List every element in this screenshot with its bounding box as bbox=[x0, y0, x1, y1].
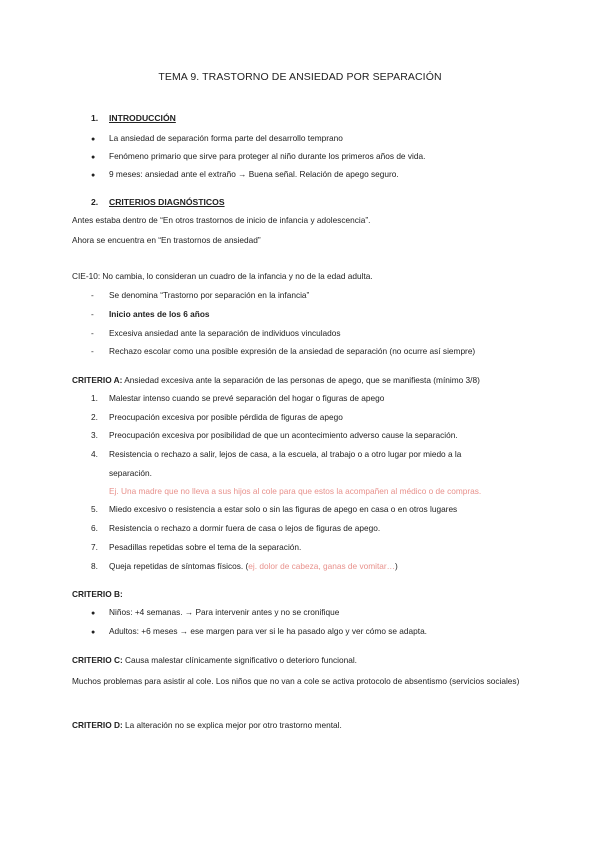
list-item-continuation: separación. bbox=[109, 468, 152, 478]
bullet-icon: ● bbox=[91, 136, 96, 143]
list-item: - Excesiva ansiedad ante la separación de individuos vinculados bbox=[91, 328, 341, 338]
list-item: ● Adultos: +6 meses → ese margen para ver si le ha pasado algo y ver cómo se adapta. bbox=[91, 626, 427, 636]
example-text: Ej. Una madre que no lleva a sus hijos al cole para que estos la acompañen al médico o de compras. bbox=[109, 486, 482, 496]
section-heading-introduccion bbox=[91, 113, 176, 124]
criterio-c: CRITERIO C: Causa malestar clínicamente significativo o deterioro funcional. bbox=[72, 655, 357, 665]
list-item: - Inicio antes de los 6 años bbox=[91, 309, 210, 319]
section-number: 2. bbox=[91, 197, 99, 207]
paragraph: Ahora se encuentra en “En trastornos de ansiedad” bbox=[72, 235, 261, 245]
dash-icon: - bbox=[91, 290, 94, 300]
paragraph: Muchos problemas para asistir al cole. Los niños que no van a cole se activa protocolo de absentismo (servicios sociales) bbox=[72, 676, 520, 686]
bullet-icon: ● bbox=[91, 154, 96, 161]
list-item: - Rechazo escolar como una posible expresión de la ansiedad de separación (no ocurre así siempre) bbox=[91, 346, 476, 356]
list-item: ● La ansiedad de separación forma parte del desarrollo temprano bbox=[91, 133, 343, 143]
list-item: 4. Resistencia o rechazo a salir, lejos de casa, a la escuela, al trabajo o a otro lugar por miedo a la bbox=[91, 449, 462, 459]
list-item: 3. Preocupación excesiva por posibilidad de que un acontecimiento adverso cause la separación. bbox=[91, 430, 458, 440]
page-title: TEMA 9. TRASTORNO DE ANSIEDAD POR SEPARACIÓN bbox=[158, 71, 442, 83]
criterio-b bbox=[72, 589, 123, 600]
bullet-icon: ● bbox=[91, 629, 96, 636]
list-item: ● Niños: +4 semanas. → Para intervenir antes y no se cronifique bbox=[91, 607, 340, 617]
criterio-d: CRITERIO D: La alteración no se explica mejor por otro trastorno mental. bbox=[72, 720, 342, 730]
list-item: 1. Malestar intenso cuando se prevé separación del hogar o figuras de apego bbox=[91, 393, 385, 403]
criterio-label: CRITERIO A: bbox=[72, 375, 123, 385]
paragraph: Antes estaba dentro de “En otros trastornos de inicio de infancia y adolescencia”. bbox=[72, 215, 371, 225]
list-item: 7. Pesadillas repetidas sobre el tema de la separación. bbox=[91, 542, 302, 552]
list-item: 2. Preocupación excesiva por posible pérdida de figuras de apego bbox=[91, 412, 343, 422]
list-item: - Se denomina “Trastorno por separación en la infancia” bbox=[91, 290, 310, 300]
criterio-label: CRITERIO C: bbox=[72, 655, 123, 665]
bullet-icon: ● bbox=[91, 172, 96, 179]
dash-icon: - bbox=[91, 328, 94, 338]
list-item: 8. Queja repetidas de síntomas físicos. (ej. dolor de cabeza, ganas de vomitar…) bbox=[91, 561, 398, 571]
criterio-label: CRITERIO D: bbox=[72, 720, 123, 730]
example-text: ej. dolor de cabeza, ganas de vomitar… bbox=[248, 561, 395, 571]
section-heading-criterios bbox=[91, 197, 225, 208]
section-heading-label: INTRODUCCIÓN bbox=[109, 113, 176, 123]
dash-icon: - bbox=[91, 346, 94, 356]
list-item: ● 9 meses: ansiedad ante el extraño → Buena señal. Relación de apego seguro. bbox=[91, 169, 399, 179]
cie10-intro: CIE-10: No cambia, lo consideran un cuadro de la infancia y no de la edad adulta. bbox=[72, 271, 373, 281]
criterio-a: CRITERIO A: Ansiedad excesiva ante la separación de las personas de apego, que se manifiesta (mínimo 3/8) bbox=[72, 375, 480, 385]
list-item: 5. Miedo excesivo o resistencia a estar solo o sin las figuras de apego en casa o en otros lugares bbox=[91, 504, 458, 514]
section-heading-label: CRITERIOS DIAGNÓSTICOS bbox=[109, 197, 225, 207]
list-item: 6. Resistencia o rechazo a dormir fuera de casa o lejos de figuras de apego. bbox=[91, 523, 381, 533]
criterio-label: CRITERIO B: bbox=[72, 589, 123, 599]
list-item: ● Fenómeno primario que sirve para proteger al niño durante los primeros años de vida. bbox=[91, 151, 426, 161]
section-number: 1. bbox=[91, 113, 99, 123]
bullet-icon: ● bbox=[91, 610, 96, 617]
dash-icon: - bbox=[91, 309, 94, 319]
